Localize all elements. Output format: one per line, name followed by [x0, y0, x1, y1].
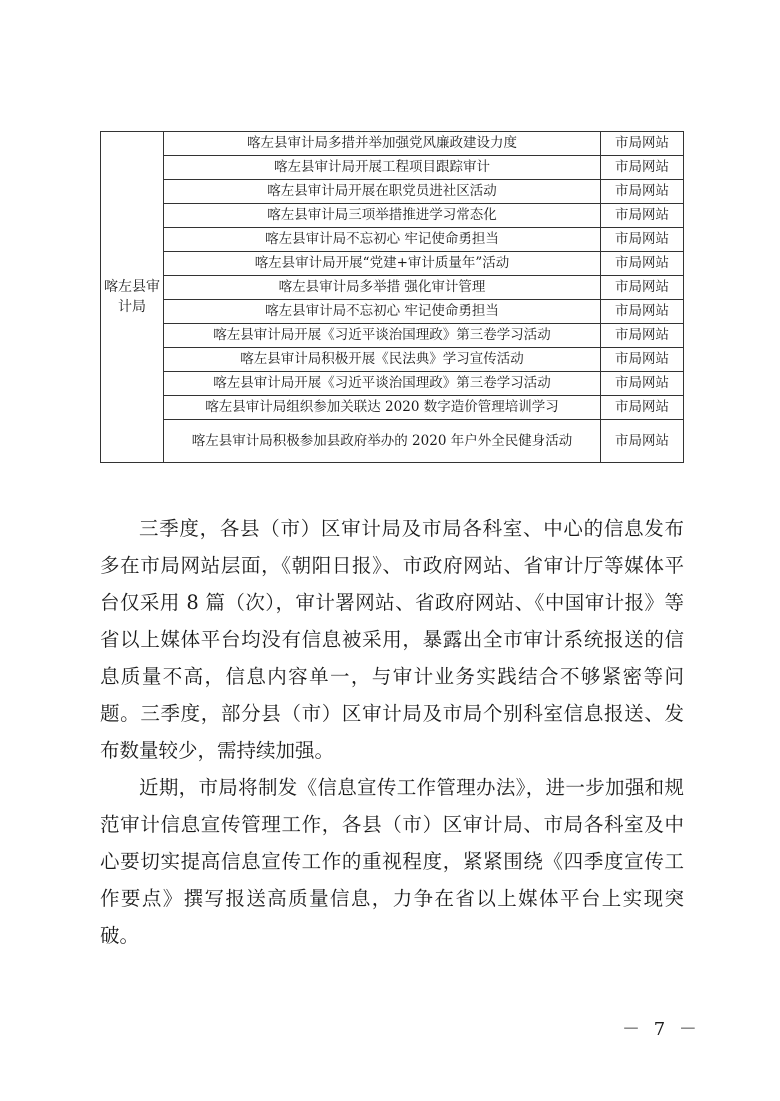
article-title-cell: 喀左县审计局不忘初心 牢记使命勇担当: [164, 300, 601, 324]
article-title-cell: 喀左县审计局开展《习近平谈治国理政》第三卷学习活动: [164, 324, 601, 348]
article-title-cell: 喀左县审计局开展“党建+审计质量年”活动: [164, 252, 601, 276]
table-row: [101, 300, 684, 324]
table-row: [101, 228, 684, 252]
info-table-body: [101, 132, 684, 463]
table-row: [101, 324, 684, 348]
page-number: － 7 －: [622, 1019, 701, 1040]
source-cell: 市局网站: [601, 420, 684, 463]
article-title-cell: 喀左县审计局开展《习近平谈治国理政》第三卷学习活动: [164, 372, 601, 396]
article-title-cell: 喀左县审计局不忘初心 牢记使命勇担当: [164, 228, 601, 252]
table-row: [101, 180, 684, 204]
source-cell: 市局网站: [601, 252, 684, 276]
table-row: [101, 348, 684, 372]
table-row: [101, 132, 684, 156]
source-cell: 市局网站: [601, 372, 684, 396]
article-title-cell: 喀左县审计局积极开展《民法典》学习宣传活动: [164, 348, 601, 372]
source-cell: 市局网站: [601, 156, 684, 180]
source-cell: 市局网站: [601, 132, 684, 156]
article-title-cell: 喀左县审计局三项举措推进学习常态化: [164, 204, 601, 228]
table-row: [101, 156, 684, 180]
source-cell: 市局网站: [601, 180, 684, 204]
table-row: [101, 276, 684, 300]
table-row: [101, 372, 684, 396]
article-title-cell: 喀左县审计局积极参加县政府举办的 2020 年户外全民健身活动: [164, 420, 601, 463]
source-cell: 市局网站: [601, 204, 684, 228]
source-cell: 市局网站: [601, 396, 684, 420]
info-table: [100, 131, 684, 463]
article-title-cell: 喀左县审计局多措并举加强党风廉政建设力度: [164, 132, 601, 156]
article-title-cell: 喀左县审计局组织参加关联达 2020 数字造价管理培训学习: [164, 396, 601, 420]
org-name-cell: 喀左县审计局: [101, 132, 164, 463]
article-title-cell: 喀左县审计局开展工程项目跟踪审计: [164, 156, 601, 180]
source-cell: 市局网站: [601, 324, 684, 348]
article-title-cell: 喀左县审计局多举措 强化审计管理: [164, 276, 601, 300]
source-cell: 市局网站: [601, 348, 684, 372]
source-cell: 市局网站: [601, 276, 684, 300]
source-cell: 市局网站: [601, 300, 684, 324]
paragraph-2: 近期，市局将制发《信息宣传工作管理办法》，进一步加强和规范审计信息宣传管理工作，各县（市）区审计局、市局各科室及中心要切实提高信息宣传工作的重视程度，紧紧围绕《四季度宣传工作要点》撰写报送高质量信息，力争在省以上媒体平台上实现突破。: [100, 776, 684, 947]
article-title-cell: 喀左县审计局开展在职党员进社区活动: [164, 180, 601, 204]
table-row: [101, 396, 684, 420]
source-cell: 市局网站: [601, 228, 684, 252]
table-row: [101, 420, 684, 463]
body-text: [100, 510, 684, 954]
table-row: [101, 252, 684, 276]
info-table-container: [100, 131, 680, 463]
paragraph-1: 三季度，各县（市）区审计局及市局各科室、中心的信息发布多在市局网站层面，《朝阳日报》、市政府网站、省审计厅等媒体平台仅采用 8 篇（次），审计署网站、省政府网站、《中国审计报》等省以上媒体平台均没有信息被采用，暴露出全市审计系统报送的信息质量不高，信息内容单一，与审计业务实践结合不够紧密等问题。三季度，部分县（市）区审计局及市局个别科室信息报送、发布数量较少，需持续加强。: [100, 517, 684, 762]
table-row: [101, 204, 684, 228]
